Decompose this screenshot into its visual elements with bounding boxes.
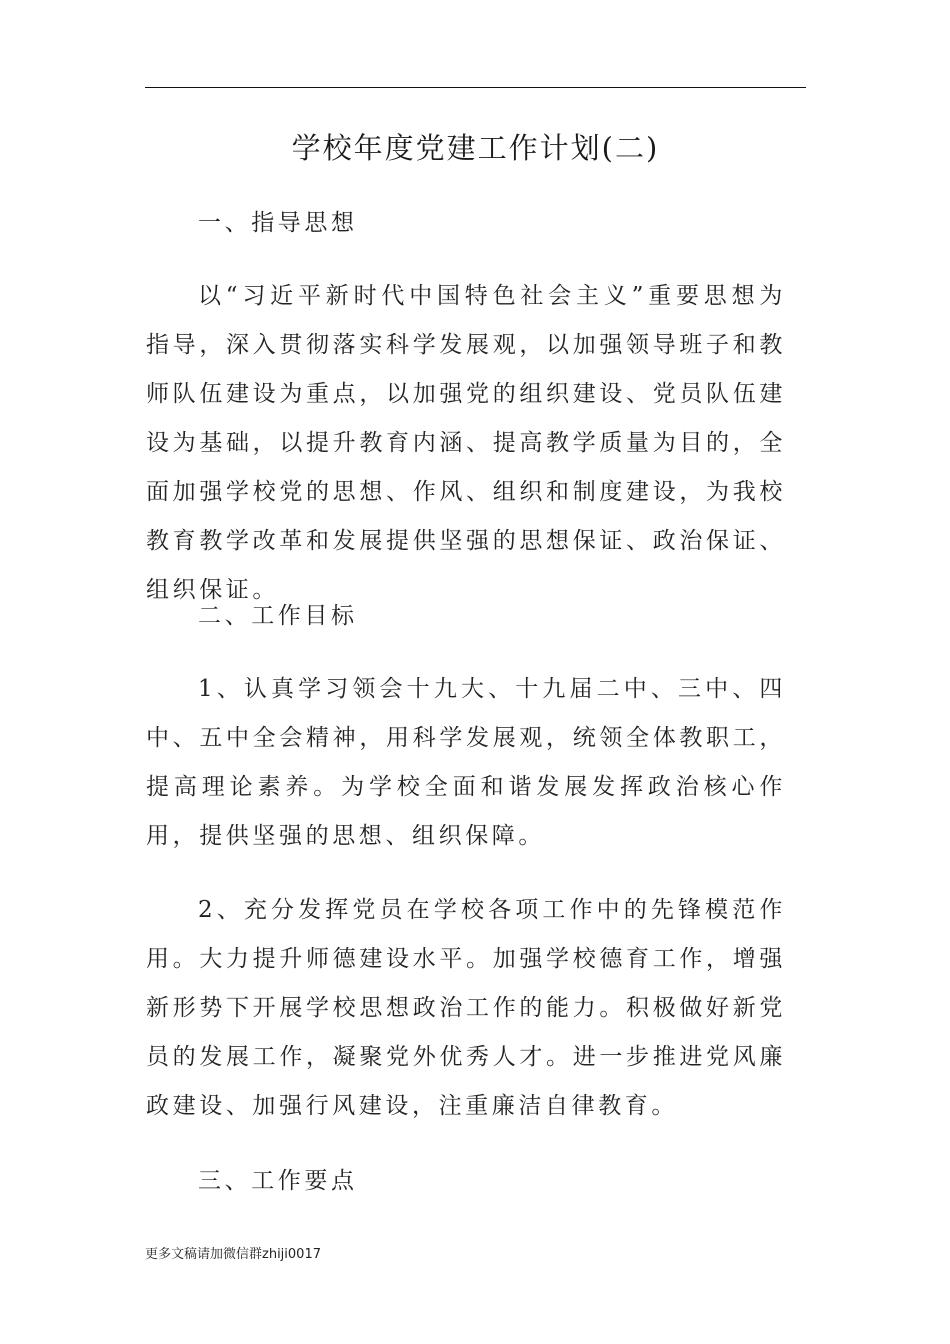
section-heading-work-goals: 二、工作目标	[198, 603, 358, 629]
section-heading-guiding-ideology: 一、指导思想	[198, 210, 358, 236]
footer-note: 更多文稿请加微信群zhiji0017	[145, 1247, 321, 1262]
paragraph-goal-1: 1、认真学习领会十九大、十九届二中、三中、四中、五中全会精神，用科学发展观，统领全体教职工，提高理论素养。为学校全面和谐发展发挥政治核心作用，提供坚强的思想、组织保障。	[146, 676, 786, 849]
document-title: 学校年度党建工作计划(二)	[291, 131, 660, 165]
paragraph-guiding-ideology: 以“习近平新时代中国特色社会主义”重要思想为指导，深入贯彻落实科学发展观，以加强领导班子和教师队伍建设为重点，以加强党的组织建设、党员队伍建设为基础，以提升教育内涵、提高教学质量为目的，全面加强学校党的思想、作风、组织和制度建设，为我校教育教学改革和发展提供坚强的思想保证、政治保证、组织保证。	[146, 283, 786, 603]
paragraph-goal-2: 2、充分发挥党员在学校各项工作中的先锋模范作用。大力提升师德建设水平。加强学校德育工作，增强新形势下开展学校思想政治工作的能力。积极做好新党员的发展工作，凝聚党外优秀人才。进一步推进党风廉政建设、加强行风建设，注重廉洁自律教育。	[146, 897, 786, 1119]
header-rule	[145, 87, 806, 88]
section-heading-work-points: 三、工作要点	[198, 1168, 358, 1194]
